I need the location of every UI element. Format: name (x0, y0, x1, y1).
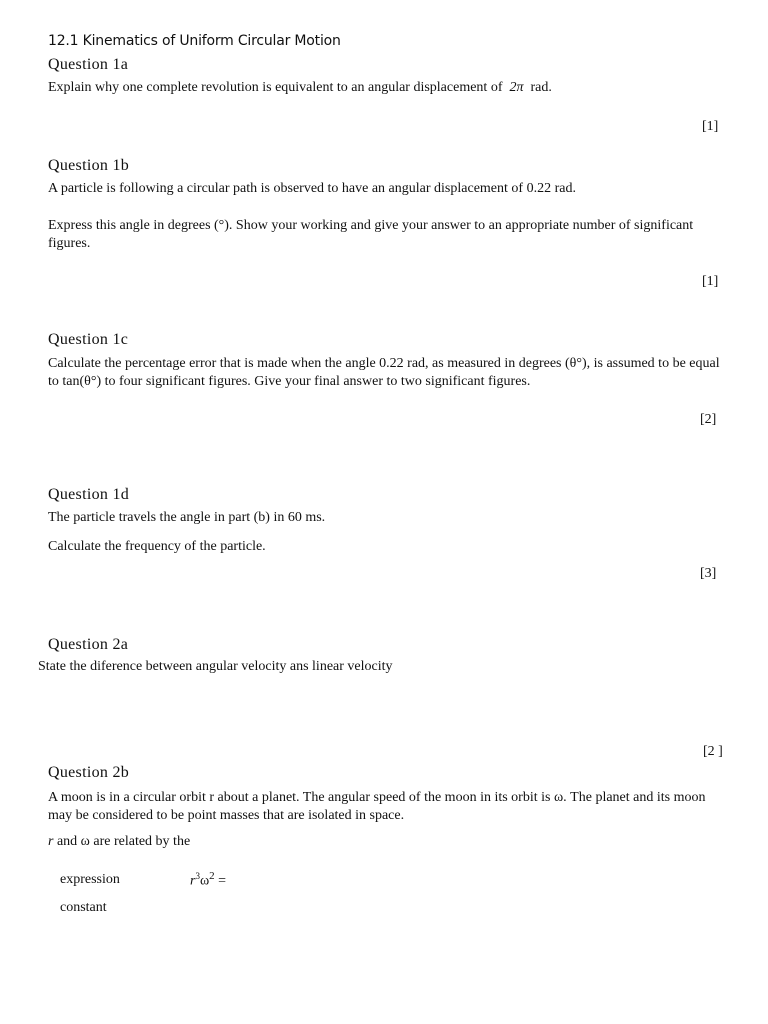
question-1a-text-main: Explain why one complete revolution is equivalent to an angular displacement of (48, 80, 503, 95)
question-1d-text2: Calculate the frequency of the particle. (48, 539, 266, 554)
question-2b-var-r: r (48, 834, 54, 849)
question-1a-unit: rad. (530, 80, 552, 95)
question-2a-title: Question 2a (48, 636, 129, 653)
equation-sup-2: 2 (209, 870, 215, 882)
question-2b-title: Question 2b (48, 764, 130, 781)
question-2a-marks: [2 ] (703, 744, 723, 759)
question-2b-text2 (48, 834, 190, 850)
question-1d-title: Question 1d (48, 486, 130, 503)
question-1b-marks: [1] (702, 274, 719, 289)
question-2b-text2-rest: and ω are related by the (56, 834, 191, 849)
question-1b-text1: A particle is following a circular path is observed to have an angular displacement of 0.22 rad. (48, 181, 576, 196)
question-1b-title: Question 1b (48, 157, 130, 174)
question-1a-marks: [1] (702, 119, 719, 134)
section-heading: 12.1 Kinematics of Uniform Circular Motion (48, 33, 341, 49)
question-1c-text: Calculate the percentage error that is made when the angle 0.22 rad, as measured in degrees (θ°), is assumed to be equal to tan(θ°) to four significant figures. Give your final answer to two significant figures. (48, 356, 720, 389)
question-1a-math: 2π (509, 80, 524, 95)
question-1a-text (48, 80, 552, 96)
question-2a-text: State the diference between angular velocity ans linear velocity (38, 659, 393, 674)
question-2b-equation (190, 870, 226, 890)
question-1d-marks: [3] (700, 566, 717, 581)
question-1d-text1: The particle travels the angle in part (b) in 60 ms. (48, 510, 326, 525)
question-2b-expression-label: expression (60, 872, 120, 887)
equation-omega: ω (199, 873, 210, 889)
question-2b-text1: A moon is in a circular orbit r about a planet. The angular speed of the moon in its orbit is ω. The planet and its moon may be considered to be point masses that are isolated in space. (48, 790, 706, 823)
equation-equals: = (218, 873, 227, 889)
question-1c-marks: [2] (700, 412, 717, 427)
question-1c-title: Question 1c (48, 331, 129, 348)
equation-sup-3: 3 (195, 871, 200, 881)
question-1a-title: Question 1a (48, 56, 129, 73)
question-1b-text2: Express this angle in degrees (°). Show your working and give your answer to an appropriate number of significant figures. (48, 218, 694, 251)
question-2b-constant-label: constant (60, 900, 107, 915)
equation-r: r (190, 873, 196, 889)
